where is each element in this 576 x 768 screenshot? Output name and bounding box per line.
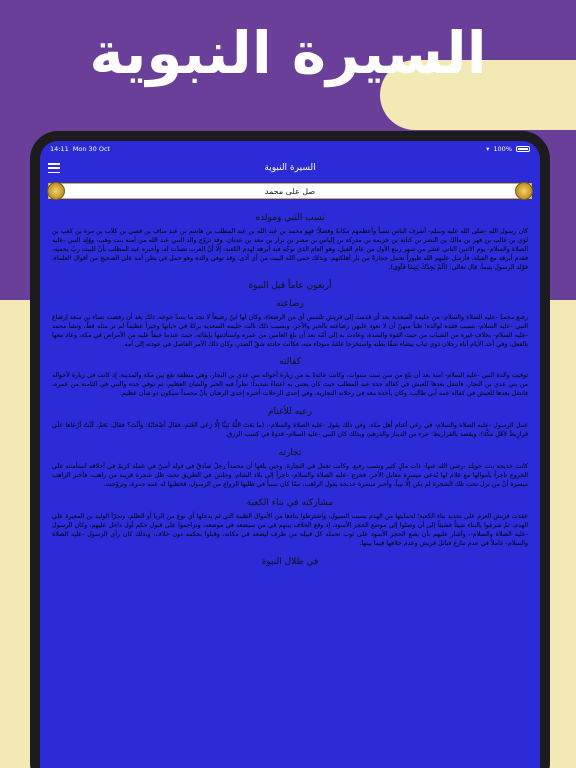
app-screen bbox=[40, 141, 540, 768]
status-bar bbox=[40, 141, 540, 157]
status-time: 14:11 bbox=[50, 145, 69, 153]
section-paragraph: توفيت والدة النبي -عليه السلام- آمنة بعد أن بلغ من سن ست سنوات، وكانت عائدةً به من زيارة أخواله بني عدي بن النجار، وهي منطقة تقع بين مكة والمدينة، إذ كانت في زيارة لأخواله من بني عدي بن النجار، فانتقل بعدها للعيش في كفالة جده عبد المطلب حيث كان يعتني به اعتناءً شديداً؛ نظراً فيه الخير والشأن العظيم، ثم توفي جده والنبي في الثامنة من عمره، فانتقل بعدها للعيش في كفالة عمه أبي طالب، وكان يأخذه معه في رحلاته التجارية، وفي إحدى الرحلات أخبره إحدى الرهبان بأنّ محمداً سيكون ذو شأن عظيم. bbox=[52, 372, 528, 398]
section-paragraph: عقدت قريش العزم على تجديد بناء الكعبة؛ لحمايتها من الهدم بسبب السيول، واشترطوا بناءها من الأموال الطيبة التي لم يدخلها أي نوع من الربا أو الظلم، وتجرّأ الوليد بن المغيرة على الهدم، ثمّ شرعوا بالبناء شيئاً فشيئاً إلى أن وصلوا إلى موضع الحجر الأسود، إذ وقع الخلاف بينهم في من سيضعه في موضعه، وتزاحموا على قبول حكم أول داخل عليهم، وكان الرسول -عليه الصلاة والسلام-، وأشار عليهم بأن يضع الحجر الأسود على ثوب تحمله كل قبيلة من طرف ليضعه في مكانه، وقبلوا بحكمه دون خلاف، وبذلك كان رأي الرسول -عليه الصلاة والسلام- عاملاً في عدم تنازع قبائل قريش وعدم خلافها فيما بينها. bbox=[52, 512, 528, 547]
wifi-icon: ▾ bbox=[486, 145, 490, 153]
navigation-bar bbox=[40, 157, 540, 179]
section-paragraph: كان رسول الله -صلى الله عليه وسلم- أشرف الناس نسباً وأعظمهم مكانةً وفضلاً؛ فهو محمد بن عبد الله بن عبد المطلب بن هاشم بن عبد مناف بن قصي بن كلاب بن مرة بن كعب بن لؤي بن غالب بن فهر بن مالك بن النضر بن كنانة بن خزيمة بن مدركة بن إلياس بن مضر بن نزار بن معد بن عدنان. وقد تزوّج والد النبي عبد الله من آمنة بنت وهب، ووُلِد النبي -عليه الصلاة والسلام- يوم الاثنين الثاني عشر من شهر ربيع الأول من عام الفيل، وهو العام الذي توجّه فيه أبرهة لهدم الكعبة، إلّا أنّ العرب تصدّت له، وأخبره عبد المطلب بأنّ للبيت ربّ يحميه، فقدم أبرهة مع الفيلة، فأرسل عليهم الله طيوراً تحمل حجارةً من نار أهلكتهم، وبذلك حمى الله البيت من أي أذى، وقد توفي والده وهو حمل في بطن أمه على الصحيح من أقوال العلماء، فوُلد الرسول يتيماً، قال تعالى: (أَلَمْ يَجِدْكَ يَتِيمًا فَآوَى). bbox=[52, 228, 528, 271]
section-title: في ظلال النبوة bbox=[261, 556, 319, 567]
section-title: رضاعته bbox=[276, 298, 304, 309]
battery-icon bbox=[516, 146, 530, 152]
article-content[interactable] bbox=[40, 199, 540, 578]
section-title: تجارته bbox=[278, 448, 302, 459]
section-title: رعيه للأغنام bbox=[268, 407, 312, 418]
section-paragraph: كانت خديجة بنت خويلد -رضي الله عنها- ذات مالٍ كثير ونسب رفيع، وكانت تعمل في التجارة، وحين بلغها أن محمداً رجلٌ صادقٌ في قوله أمينٌ في عمله كريمٌ في أخلاقه استأمنته على الخروج تاجراً بأموالها مع غلام لها يُدعى ميسرة مقابل الأجر، فخرج -عليه الصلاة والسلام- تاجراً إلى بلاد الشام، وجلس في الطريق تحت ظل شجرة قريبة من راهب، فأخبر الراهب ميسرة أنّ من نزل تحت تلك الشجرة لم يكن إلّا نبياً، وأخبر ميسرة خديجة بقول الراهب، ممّا كان سبباً في طلبها الزواج من الرسول، فخطبها له عمه حمزة، وتزوّجت. bbox=[52, 463, 528, 488]
ornament-medallion-icon bbox=[47, 182, 65, 200]
status-battery-percent: 100% bbox=[493, 145, 512, 153]
promo-title: السيرة النبوية bbox=[89, 19, 487, 87]
ornament-medallion-icon bbox=[515, 182, 533, 200]
nav-title: السيرة النبوية bbox=[264, 163, 316, 173]
section-title: نسب النبي ومولده bbox=[255, 213, 325, 223]
banner-text: صل على محمد bbox=[264, 186, 316, 196]
salawat-banner bbox=[48, 183, 532, 199]
section-paragraph: رضع محمدٌ -عليه الصلاة والسلام- من حليمة السعدية بعد أن قدمت إلى قريش تلتمس أي من الرضعاء، وكان لها ابنٌ رضيعاً لا تجد ما يسدّ جوعه، ذلك بعد أن رفضت نساء بن سعد إرضاع النبي -عليه السلام- بسبب فقده لوالده؛ ظناً منهنّ أن لا نعود عليهن رضاعته بالخير والأجر، وبسبب ذلك نالت حليمة السعدية بركةً في حياتها وخيراً عظيماً لم تر مثله قطّ، ونشأ محمد -عليه السلام- بخلاف غيره من الشباب من حيث القوة والشدة، وعادت به إلى أمّه بعد أن بلغ العامين من عمره واستأذنتها بإبقائه، حيث عندما خيفاً عليه من الأمراض في مكة، وعاد معها بالفعل، وفي أحد الأيام أتاه رجلان ذوي ثياب بيضاء شقّا بطنه واستخرجا علقةً سوداء منه، فكانت حادثة شقّ الصدر، وكان ذلك الأمر الفاصل في عودته إلى أمه. bbox=[52, 313, 528, 348]
tablet-frame bbox=[30, 131, 550, 768]
menu-icon[interactable] bbox=[48, 163, 60, 173]
section-paragraph: عمل الرسول -عليه الصلاة والسلام- في رعي أغنام أهل مكة، وفي ذلك يقول -عليه الصلاة والسلام-: (ما بَعَثَ اللَّهُ نَبِيًّا إلَّا رَعَى الغَنَمَ، فقالَ أصْحابُهُ: وأنْتَ؟ فقالَ: نَعَمْ، كُنْتُ أرْعاها علَى قَرارِيطَ لأهْلِ مَكَّةَ)، ويقصد بالقراريط: جزء من الدينار والدرهم، وبذلك كان النبي -عليه السلام- قدوةً في كسب الرزق. bbox=[52, 422, 528, 439]
section-title: كفالته bbox=[279, 357, 301, 368]
section-title: مشاركته في بناء الكعبة bbox=[246, 497, 334, 508]
status-date: Mon 30 Oct bbox=[72, 145, 111, 153]
section-title: أربعون عاماً قبل النبوة bbox=[248, 280, 332, 291]
